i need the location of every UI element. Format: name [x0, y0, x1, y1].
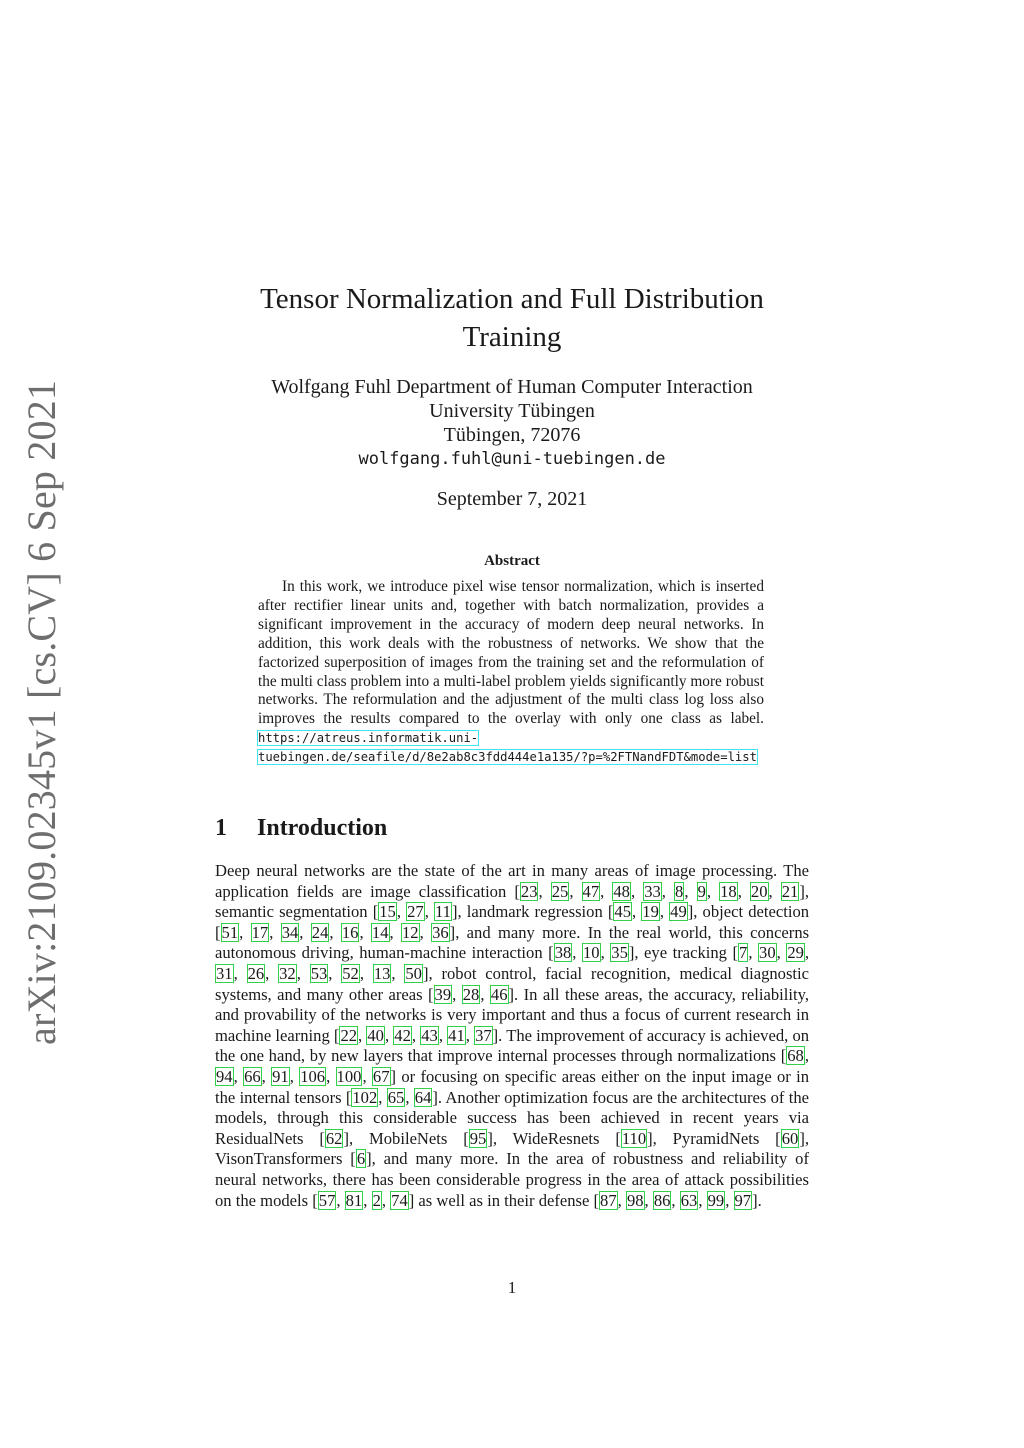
paper-date: September 7, 2021 [436, 488, 588, 510]
citation-link[interactable]: 100 [336, 1066, 362, 1086]
author-block [215, 375, 809, 471]
body-text-run: ], and many more. In the real world, this concerns autonomous driving, human-machine interaction [ [215, 922, 810, 963]
citation-link[interactable]: 18 [720, 881, 737, 901]
abstract-body: In this work, we introduce pixel wise tensor normalization, which is inserted after rectifier linear units and, together with batch normalization, provides a significant improvement in the accuracy of modern deep neural networks. In addition, this work deals with the robustness of networks. We show that the factorized superposition of images from the training set and the reformulation of the multi class problem into a multi-label problem yields significantly more robust networks. The reformulation and the adjustment of the multi class log loss also improves the results compared to the overlay with only one class as label. [258, 578, 764, 728]
citation-link[interactable]: 24 [311, 922, 329, 942]
title-line-1: Tensor Normalization and Full Distribution [260, 283, 764, 315]
body-text-run: ], and many more. In the area of robustness and reliability of neural networks, there has been considerable progress in the area of attack possibilities on the models [ [215, 1149, 809, 1210]
citation-link[interactable]: 53 [310, 963, 328, 983]
citation-link[interactable]: 36 [432, 922, 449, 942]
citation-link[interactable]: 14 [371, 922, 389, 942]
citation-link[interactable]: 38 [554, 943, 572, 963]
body-text-run: ]. The improvement of accuracy is achieved, on the one hand, by new layers that improve internal processes through normalizations [ [215, 1025, 810, 1066]
citation-link[interactable]: 23 [520, 881, 538, 901]
author-email[interactable]: wolfgang.fuhl@uni-tuebingen.de [358, 449, 666, 469]
citation-link[interactable]: 11 [434, 902, 451, 922]
body-text-run: Deep neural networks are the state of the art in many areas of image processing. The application fields are image classification [ [215, 861, 809, 901]
citation-link[interactable]: 51 [221, 922, 239, 942]
citation-link[interactable]: 63 [680, 1190, 698, 1210]
body-text-run: ]. Another optimization focus are the architectures of the models, through this considerable success has been achieved in recent years via ResidualNets [ [215, 1087, 810, 1148]
citation-link[interactable]: 48 [613, 881, 630, 901]
citation-link[interactable]: 49 [670, 902, 687, 922]
citation-link[interactable]: 21 [781, 881, 799, 901]
paper-title [215, 280, 809, 356]
abstract-heading: Abstract [484, 553, 540, 569]
citation-link[interactable]: 67 [372, 1066, 390, 1086]
section-title: Introduction [257, 815, 388, 841]
body-text-run: ], PyramidNets [ [647, 1128, 781, 1148]
citation-link[interactable]: 2 [372, 1190, 381, 1210]
citation-link[interactable]: 98 [626, 1190, 644, 1210]
body-text-run: ], semantic segmentation [ [215, 881, 810, 922]
introduction-paragraph: Deep neural networks are the state of the art in many areas of image processing. The application fields are image classification [23, 25, 47, 48, 33, 8, 9, 18, 20, 21], semantic segmentation [15, 27, 11], landmark regression [45, 19, 49], object detection [51, 17, 34, 24, 16, 14, 12, 36], and many more. In the real world, this concerns autonomous driving, human-machine interaction [38, 10, 35], eye tracking [7, 30, 29, 31, 26, 32, 53, 52, 13, 50], robot control, facial recognition, medical diagnostic systems, and many other areas [39, 28, 46]. In all these areas, the accuracy, reliability, and provability of the networks is very important and thus a focus of current research in machine learning [22, 40, 42, 43, 41, 37]. The improvement of accuracy is achieved, on the one hand, by new layers that improve internal processes through normalizations [68, 94, 66, 91, 106, 100, 67] or focusing on specific areas either on the input image or in the internal tensors [102, 65, 64]. Another optimization focus are the architectures of the models, through this considerable success has been achieved in recent years via ResidualNets [62], MobileNets [95], WideResnets [110], PyramidNets [60], VisonTransformers [6], and many more. In the area of robustness and reliability of neural networks, there has been considerable progress in the area of attack possibilities on the models [57, 81, 2, 74] as well as in their defense [87, 98, 86, 63, 99, 97]. [215, 861, 810, 1210]
citation-link[interactable]: 97 [734, 1190, 752, 1210]
citation-link[interactable]: 95 [469, 1128, 487, 1148]
citation-link[interactable]: 22 [340, 1025, 358, 1045]
citation-link[interactable]: 106 [300, 1066, 326, 1086]
citation-link[interactable]: 30 [759, 943, 776, 963]
author-city: Tübingen, 72076 [443, 424, 581, 446]
body-text-run: ]. In all these areas, the accuracy, reliability, and provability of the networks is very important and thus a focus of current research in machine learning [ [215, 984, 809, 1045]
page-number: 1 [507, 1278, 517, 1297]
dataset-link[interactable]: https://atreus.informatik.uni-tuebingen.de/seafile/d/8e2ab8c3fdd444e1a135/?p=%2FTNandFDT&mode=list [258, 731, 757, 765]
citation-link[interactable]: 46 [490, 984, 508, 1004]
citation-link[interactable]: 37 [475, 1025, 492, 1045]
citation-link[interactable]: 87 [600, 1190, 617, 1210]
citation-link[interactable]: 35 [611, 943, 628, 963]
citation-link[interactable]: 60 [781, 1128, 799, 1148]
citation-link[interactable]: 74 [391, 1190, 408, 1210]
body-text-run: ] as well as in their defense [ [408, 1190, 600, 1210]
body-text-run: ], VisonTransformers [ [215, 1128, 809, 1169]
citation-link[interactable]: 41 [448, 1025, 465, 1045]
citation-link[interactable]: 68 [787, 1046, 804, 1066]
citation-link[interactable]: 62 [325, 1128, 343, 1148]
body-text-run: ] or focusing on specific areas either on the input image or in the internal tensors [ [215, 1066, 810, 1107]
citation-link[interactable]: 57 [318, 1190, 336, 1210]
citation-link[interactable]: 15 [379, 902, 396, 922]
citation-link[interactable]: 28 [462, 984, 480, 1004]
citation-link[interactable]: 20 [750, 881, 768, 901]
citation-link[interactable]: 40 [367, 1025, 384, 1045]
citation-link[interactable]: 10 [582, 943, 600, 963]
citation-link[interactable]: 27 [407, 902, 424, 922]
citation-link[interactable]: 17 [251, 922, 269, 942]
citation-link[interactable]: 8 [675, 881, 684, 901]
citation-link[interactable]: 16 [341, 922, 359, 942]
citation-link[interactable]: 110 [621, 1128, 647, 1148]
citation-link[interactable]: 66 [244, 1066, 261, 1086]
citation-link[interactable]: 39 [434, 984, 452, 1004]
abstract-text [258, 578, 764, 767]
citation-link[interactable]: 50 [405, 963, 422, 983]
arxiv-identifier-stamp: arXiv:2109.02345v1 [cs.CV] 6 Sep 2021 [19, 379, 64, 1045]
section-heading [215, 815, 387, 842]
body-text-run: ], MobileNets [ [343, 1128, 469, 1148]
citation-link[interactable]: 32 [279, 963, 296, 983]
citation-link[interactable]: 34 [281, 922, 299, 942]
citation-link[interactable]: 31 [216, 963, 233, 983]
citation-link[interactable]: 12 [402, 922, 419, 942]
citation-link[interactable]: 25 [551, 881, 569, 901]
citation-link[interactable]: 64 [414, 1087, 432, 1107]
author-affiliation: Wolfgang Fuhl Department of Human Computer Interaction [271, 376, 753, 398]
section-number: 1 [215, 815, 227, 841]
citation-link[interactable]: 86 [653, 1190, 671, 1210]
citation-link[interactable]: 42 [394, 1025, 411, 1045]
body-text-run: ], object detection [ [215, 902, 810, 942]
citation-link[interactable]: 19 [642, 902, 659, 922]
citation-link[interactable]: 52 [342, 963, 359, 983]
author-university: University Tübingen [429, 400, 595, 422]
body-text-run: ], robot control, facial recognition, medical diagnostic systems, and many other areas [ [215, 963, 810, 1004]
body-text-run: ], landmark regression [ [451, 902, 614, 922]
citation-link[interactable]: 102 [352, 1087, 378, 1107]
title-line-2: Training [462, 321, 562, 353]
citation-link[interactable]: 9 [697, 881, 706, 901]
body-text-run: ]. [752, 1190, 762, 1210]
citation-link[interactable]: 65 [387, 1087, 405, 1107]
citation-link[interactable]: 81 [345, 1190, 363, 1210]
body-text-run: ], eye tracking [ [628, 943, 739, 963]
citation-link[interactable]: 45 [614, 902, 631, 922]
citation-link[interactable]: 7 [739, 943, 748, 963]
citation-link[interactable]: 94 [216, 1066, 233, 1086]
citation-link[interactable]: 47 [582, 881, 600, 901]
citation-link[interactable]: 29 [787, 943, 804, 963]
citation-link[interactable]: 26 [247, 963, 265, 983]
citation-link[interactable]: 99 [707, 1190, 725, 1210]
citation-link[interactable]: 91 [272, 1066, 289, 1086]
body-text-run: ], WideResnets [ [487, 1128, 621, 1148]
citation-link[interactable]: 6 [356, 1149, 366, 1169]
citation-link[interactable]: 43 [421, 1025, 438, 1045]
citation-link[interactable]: 13 [373, 963, 391, 983]
citation-link[interactable]: 33 [644, 881, 661, 901]
